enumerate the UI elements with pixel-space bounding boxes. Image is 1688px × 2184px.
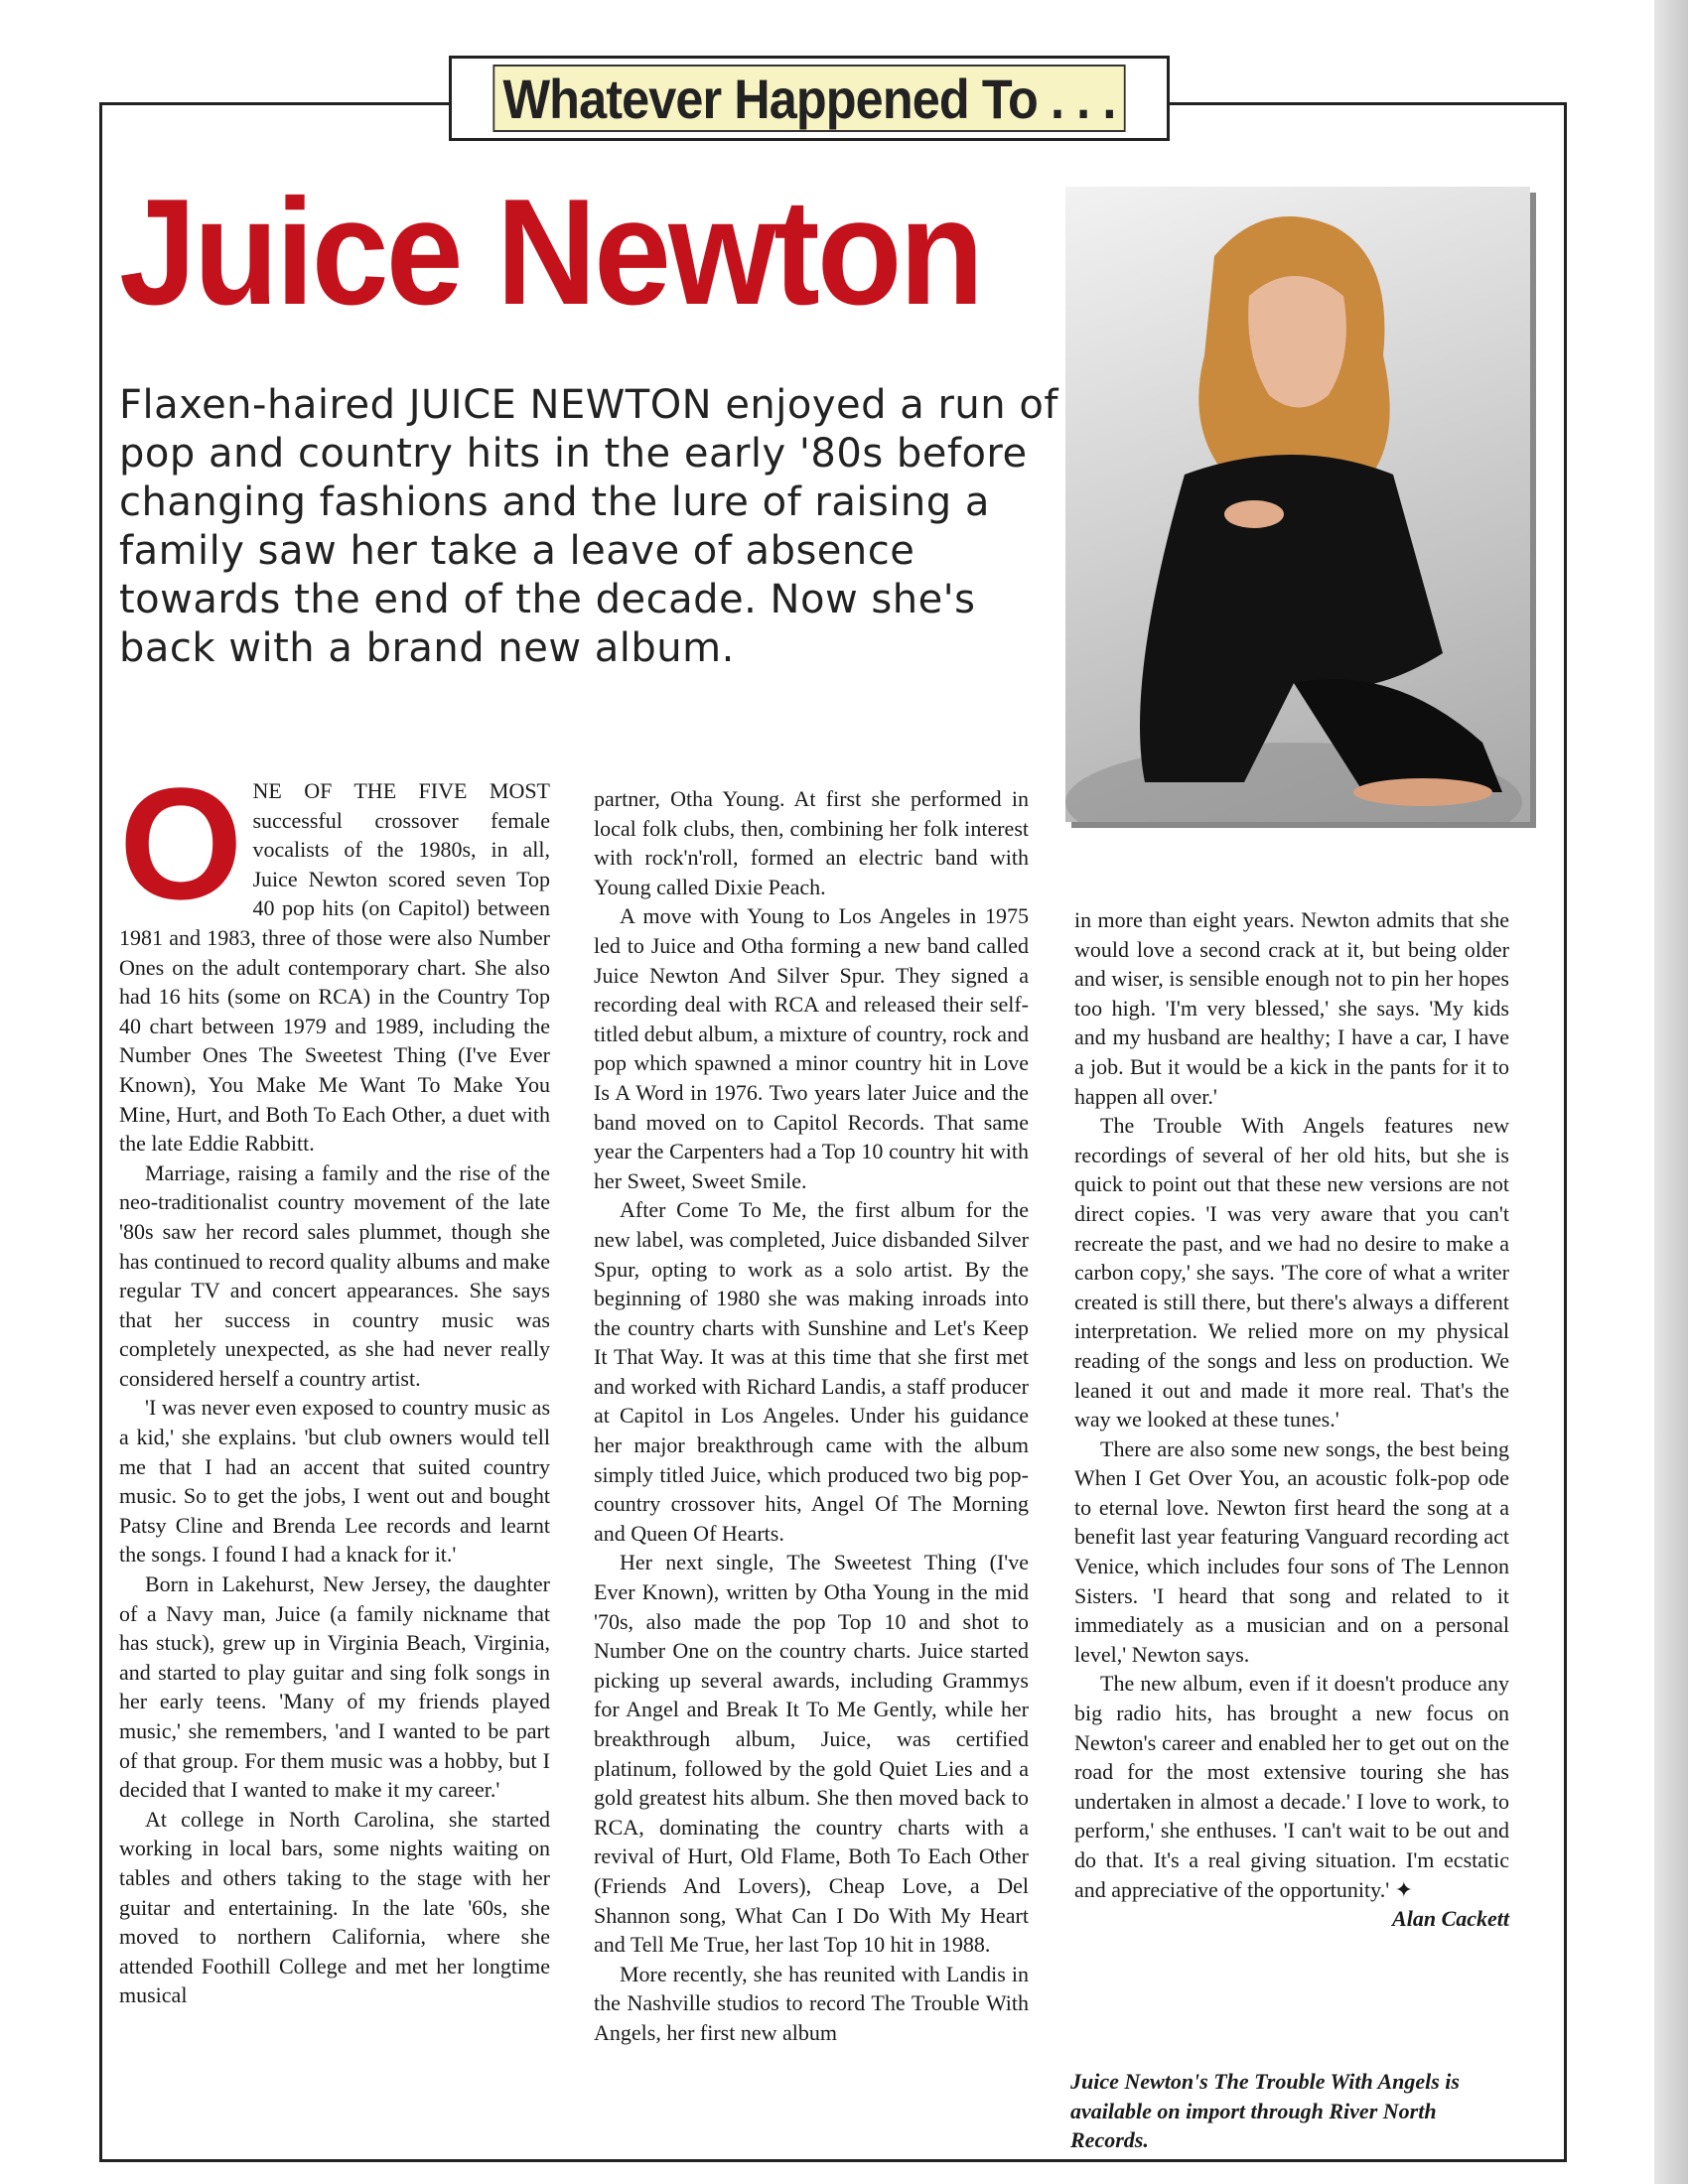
paragraph: The Trouble With Angels features new recordings of several of her old hits, but she is quick to point out that these new versions are not direct copies. 'I was very aware that you can't recreate the past, and we had no desire to make a carbon copy,' she says. 'The core of what a writer created is still there, but there's always a different interpretation. We relied more on my physical reading of the songs and less on production. We leaned it out and made it more real. That's the way we looked at these tunes.' — [1074, 1113, 1509, 1433]
article-deck: Flaxen-haired JUICE NEWTON enjoyed a run of pop and country hits in the early '80s before changing fashions and the lure of raising a family saw her take a leave of absence towards the end of the decade. Now she's back with a brand new album. — [119, 382, 1058, 671]
section-banner — [449, 56, 1170, 141]
column-1 — [119, 754, 550, 2010]
paragraph: There are also some new songs, the best being When I Get Over You, an acoustic folk-pop ode to eternal love. Newton first heard the song at a benefit last year featuring Vanguard recording act Venice, which includes four sons of The Lennon Sisters. 'I heard that song and related to it immediately as a musician and on a personal level,' Newton says. — [1074, 1435, 1509, 1667]
paragraph: At college in North Carolina, she started working in local bars, some nights waiting on tables and others taking to the stage with her guitar and entertaining. In the late '60s, she moved to northern California, where she attended Foothill College and met her longtime musical — [119, 1806, 550, 2008]
artist-photo — [1065, 187, 1530, 822]
paragraph: Marriage, raising a family and the rise of the neo-traditionalist country movement of the late '80s saw her record sales plummet, though she has continued to record quality albums and make regular TV and concert appearances. She says that her success in country music was completely unexpected, as she had never really considered herself a country artist. — [119, 1160, 550, 1391]
paragraph: The new album, even if it doesn't produce any big radio hits, has brought a new focus on Newton's career and enabled her to get out on the road for the most extensive touring she has undertaken in almost a decade.' I love to work, to perform,' she enthuses. 'I can't wait to be out and do that. It's a real giving situation. I'm ecstatic and appreciative of the opportunity.' ✦ — [1074, 1671, 1509, 1902]
byline: Alan Cackett — [1392, 1906, 1509, 1932]
page-edge — [1654, 0, 1688, 2184]
column-3 — [1074, 905, 1509, 1934]
paragraph: in more than eight years. Newton admits that she would love a second crack at it, but being older and wiser, is sensible enough not to pin her hopes too high. 'I'm very blessed,' she says. 'My kids and my husband are healthy; I have a car, I have a job. But it would be a kick in the pants for it to happen all over.' — [1074, 907, 1509, 1109]
paragraph: Her next single, The Sweetest Thing (I've Ever Known), written by Otha Young in the mid '70s, also made the pop Top 10 and shot to Number One on the country charts. Juice started picking up several awards, including Grammys for Angel and Break It To Me Gently, while her breakthrough album, Juice, was certified platinum, followed by the gold Quiet Lies and a gold greatest hits album. She then moved back to RCA, dominating the country charts with a revival of Hurt, Old Flame, Both To Each Other (Friends And Lovers), Cheap Love, a Del Shannon song, What Can I Do With My Heart and Tell Me True, her last Top 10 hit in 1988. — [594, 1550, 1029, 1958]
drop-cap: O — [119, 754, 243, 932]
paragraph: 'I was never even exposed to country music as a kid,' she explains. 'but club owners would tell me that I had an accent that suited country music. So to get the jobs, I went out and bought Patsy Cline and Brenda Lee records and learnt the songs. I found I had a knack for it.' — [119, 1395, 550, 1568]
paragraph: partner, Otha Young. At first she performed in local folk clubs, then, combining her folk interest with rock'n'roll, formed an electric band with Young called Dixie Peach. — [594, 786, 1029, 899]
availability-note: Juice Newton's The Trouble With Angels is available on import through River North Records. — [1070, 2069, 1460, 2153]
banner-label: Whatever Happened To . . . — [492, 65, 1125, 132]
article-title: Juice Newton — [119, 168, 982, 337]
paragraph: A move with Young to Los Angeles in 1975 led to Juice and Otha forming a new band called Juice Newton And Silver Spur. They signed a recording deal with RCA and released their self-titled debut album, a mixture of country, rock and pop which spawned a minor country hit in Love Is A Word in 1976. Two years later Juice and the band moved on to Capitol Records. That same year the Carpenters had a Top 10 country hit with her Sweet, Sweet Smile. — [594, 903, 1029, 1193]
paragraph: NE OF THE FIVE MOST successful crossover female vocalists of the 1980s, in all, Juice Newton scored seven Top 40 pop hits (on Capitol) between 1981 and 1983, three of those were also Number Ones on the adult contemporary chart. She also had 16 hits (some on RCA) in the Country Top 40 chart between 1979 and 1989, including the Number Ones The Sweetest Thing (I've Ever Known), You Make Me Want To Make You Mine, Hurt, and Both To Each Other, a duet with the late Eddie Rabbitt. — [119, 778, 550, 1157]
paragraph: After Come To Me, the first album for the new label, was completed, Juice disbanded Silver Spur, opting to work as a solo artist. By the beginning of 1980 she was making inroads into the country charts with Sunshine and Let's Keep It That Way. It was at this time that she first met and worked with Richard Landis, a staff producer at Capitol in Los Angeles. Under his guidance her major breakthrough came with the album simply titled Juice, which produced two big pop-country crossover hits, Angel Of The Morning and Queen Of Hearts. — [594, 1197, 1029, 1546]
paragraph: Born in Lakehurst, New Jersey, the daughter of a Navy man, Juice (a family nickname that has stuck), grew up in Virginia Beach, Virginia, and started to play guitar and sing folk songs in her early teens. 'Many of my friends played music,' she remembers, 'and I wanted to be part of that group. For them music was a hobby, but I decided that I wanted to make it my career.' — [119, 1571, 550, 1803]
column-2 — [594, 784, 1029, 2048]
paragraph: More recently, she has reunited with Landis in the Nashville studios to record The Trouble With Angels, her first new album — [594, 1961, 1029, 2045]
